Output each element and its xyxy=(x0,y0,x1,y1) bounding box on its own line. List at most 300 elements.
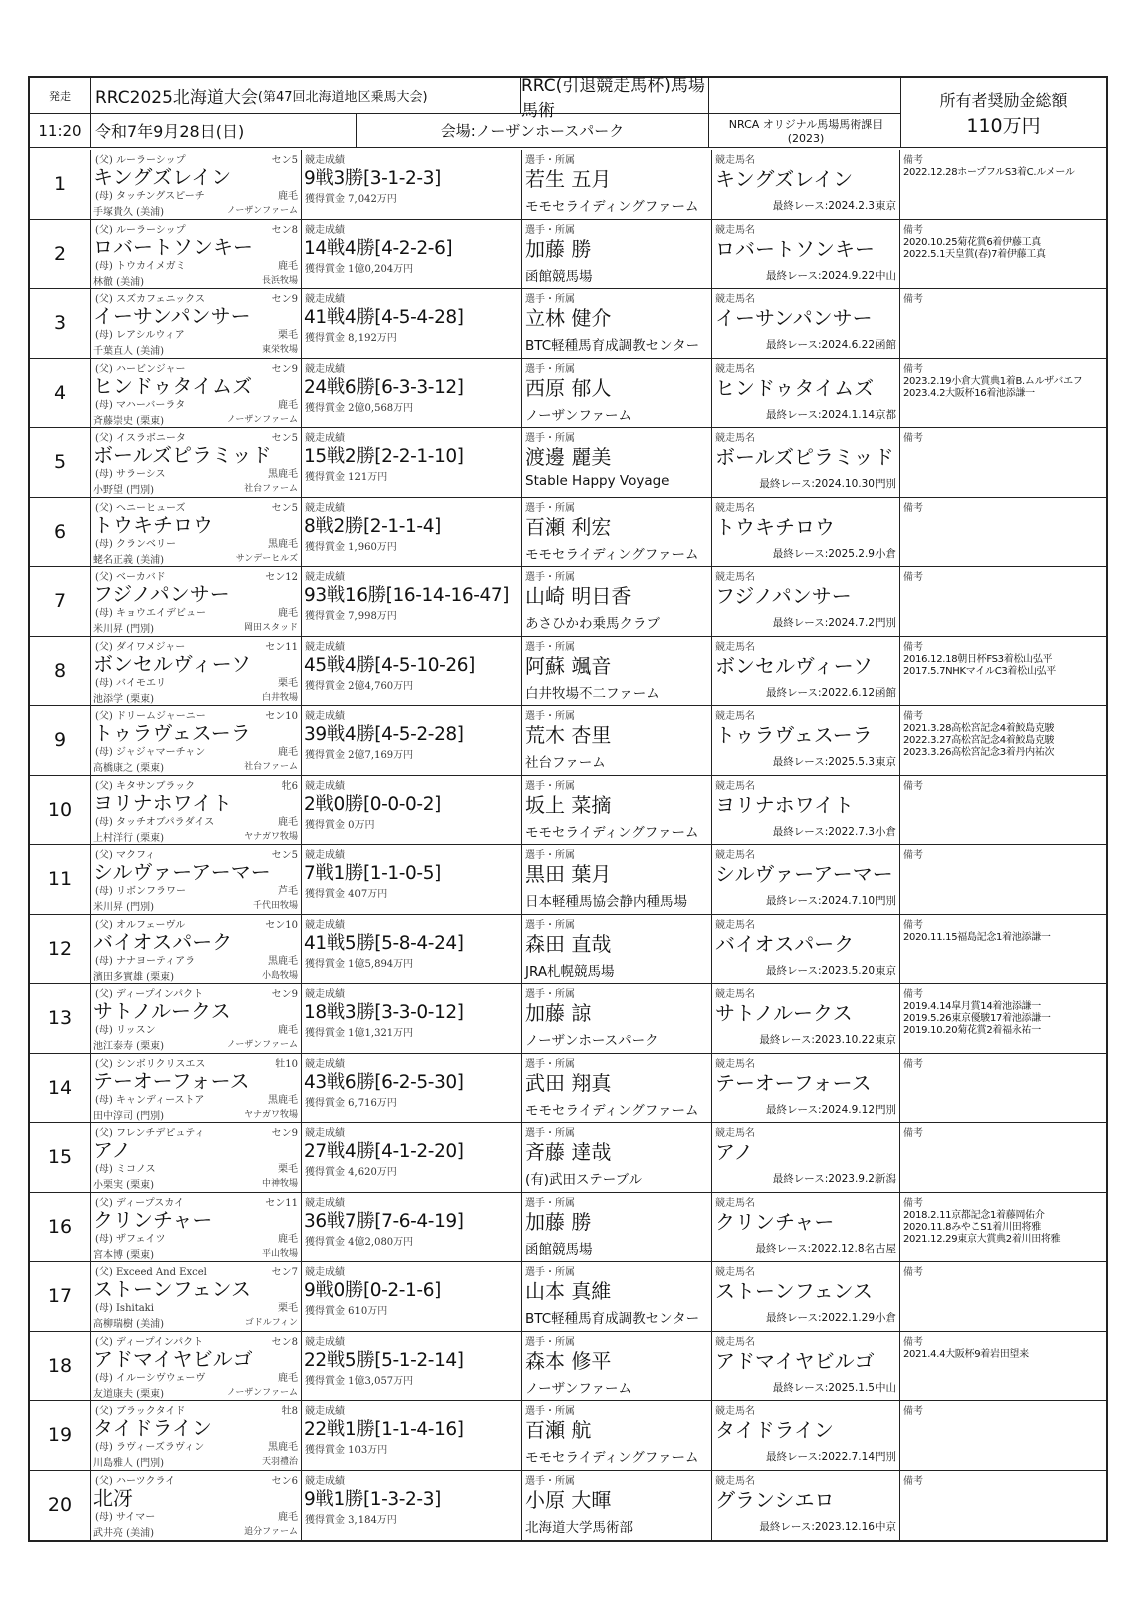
last-race: 最終レース:2022.1.29小倉 xyxy=(766,1312,896,1324)
remark-line: 2023.4.2大阪杯16着池添謙一 xyxy=(903,387,1035,399)
table-row xyxy=(30,776,1106,846)
coat-color: 黒鹿毛 xyxy=(268,955,298,967)
trainer: 小野望 (門別) xyxy=(93,485,154,496)
rider-cell xyxy=(522,428,712,497)
horse-name: ボンセルヴィーソ xyxy=(715,653,873,678)
earnings: 獲得賞金 7,042万円 xyxy=(305,194,397,205)
horse-cell xyxy=(712,1332,900,1401)
rider-cell xyxy=(522,1262,712,1331)
last-race: 最終レース:2025.2.9小倉 xyxy=(772,547,896,560)
table-row xyxy=(30,150,1106,220)
rider-name: 山本 真維 xyxy=(525,1279,612,1303)
trainer: 池添学 (栗東) xyxy=(93,693,154,705)
breeder: 岡田スタッド xyxy=(243,623,298,633)
breeder: 中神牧場 xyxy=(261,1179,298,1189)
trainer: 上村洋行 (栗東) xyxy=(93,832,164,844)
horse-name: トウキチロウ xyxy=(715,514,835,539)
rider-name: 加藤 勝 xyxy=(525,236,592,261)
horse-name: サトノルークス xyxy=(715,1001,853,1025)
coat-color: 鹿毛 xyxy=(278,608,298,619)
record-cell xyxy=(302,1262,522,1331)
remark-line: 2021.12.29東京大賞典2着川田将雅 xyxy=(903,1233,1061,1245)
entry-number-cell xyxy=(30,776,91,845)
prize-amount: 110万円 xyxy=(966,114,1041,137)
remark-line: 2021.3.28高松宮記念4着鮫島克駿 xyxy=(903,723,1055,734)
rider-label: 選手・所属 xyxy=(525,780,575,792)
entry-number: 13 xyxy=(47,1007,73,1030)
trainer: 小栗実 (栗東) xyxy=(93,1180,154,1191)
race-record: 9戦0勝[0-2-1-6] xyxy=(304,1280,441,1301)
record-label: 競走成績 xyxy=(305,572,345,583)
pedigree-cell xyxy=(91,1262,302,1331)
sire: (父) キタサンブラック xyxy=(95,780,196,792)
record-label: 競走成績 xyxy=(305,155,345,166)
record-label: 競走成績 xyxy=(305,1475,345,1487)
race-record: 41戦5勝[5-8-4-24] xyxy=(304,932,464,954)
coat-color: 栗毛 xyxy=(278,330,298,341)
start-time: 11:20 xyxy=(38,121,82,140)
horse-label: 競走馬名 xyxy=(715,294,755,305)
sire: (父) シンボリクリスエス xyxy=(95,1058,206,1070)
coat-color: 鹿毛 xyxy=(278,1233,298,1245)
remarks-label: 備考 xyxy=(903,155,923,166)
event-subtitle: (第47回北海道地区乗馬大会) xyxy=(257,90,428,105)
record-cell xyxy=(302,150,522,219)
earnings: 獲得賞金 1億3,057万円 xyxy=(305,1375,414,1387)
sex-age: セン5 xyxy=(271,433,298,444)
rider-club: 北海道大学馬術部 xyxy=(525,1519,633,1536)
breeder: ヤナガワ牧場 xyxy=(244,1109,298,1120)
entry-number-cell xyxy=(30,637,91,706)
race-record: 7戦1勝[1-1-0-5] xyxy=(304,863,441,884)
coat-color: 栗毛 xyxy=(278,677,298,689)
rider-name: 小原 大暉 xyxy=(525,1487,612,1512)
record-label: 競走成績 xyxy=(305,294,345,305)
earnings: 獲得賞金 1,960万円 xyxy=(305,541,397,553)
horse-cell xyxy=(712,220,900,289)
rider-cell xyxy=(522,776,712,845)
sire: (父) ルーラーシップ xyxy=(95,224,186,236)
earnings: 獲得賞金 121万円 xyxy=(305,472,388,483)
remarks-label: 備考 xyxy=(903,294,923,305)
horse-cell xyxy=(712,637,900,706)
rider-label: 選手・所属 xyxy=(525,224,575,236)
coat-color: 鹿毛 xyxy=(278,816,298,828)
record-cell xyxy=(302,359,522,428)
rider-label: 選手・所属 xyxy=(525,1267,575,1278)
pedigree-cell xyxy=(91,1332,302,1401)
competition-cell xyxy=(521,75,709,121)
record-label: 競走成績 xyxy=(305,1058,345,1070)
breeder: 東栄牧場 xyxy=(261,345,298,355)
dam: (母) タッチングスピーチ xyxy=(95,191,205,202)
table-row xyxy=(30,428,1106,498)
record-label: 競走成績 xyxy=(305,1197,345,1209)
entry-number: 4 xyxy=(53,381,67,404)
sex-age: セン9 xyxy=(271,294,298,305)
rider-name: 立林 健介 xyxy=(525,306,612,330)
entry-number-cell xyxy=(30,984,91,1053)
rider-club: (有)武田ステーブル xyxy=(525,1172,643,1188)
remark-line: 2019.5.26東京優駿17着池添謙一 xyxy=(903,1013,1051,1024)
table-row xyxy=(30,220,1106,290)
entry-number-cell xyxy=(30,1332,91,1401)
rider-label: 選手・所属 xyxy=(525,572,575,583)
horse-cell xyxy=(712,1471,900,1541)
horse-label: 競走馬名 xyxy=(715,224,755,236)
rider-label: 選手・所属 xyxy=(525,641,575,653)
trainer: 米川昇 (門別) xyxy=(93,902,154,913)
trainer: 川島雅人 (門別) xyxy=(93,1458,164,1469)
last-race: 最終レース:2024.6.22函館 xyxy=(766,339,896,351)
sire: (父) ダイワメジャー xyxy=(95,641,186,653)
dam: (母) クランベリー xyxy=(95,538,176,550)
breeder: 平山牧場 xyxy=(261,1248,298,1259)
rider-label: 選手・所属 xyxy=(525,155,575,166)
entry-number-cell xyxy=(30,1123,91,1192)
remarks-label: 備考 xyxy=(903,850,923,861)
registered-name: アノ xyxy=(93,1138,132,1162)
race-record: 9戦1勝[1-3-2-3] xyxy=(304,1488,441,1510)
sire: (父) ハービンジャー xyxy=(95,363,186,375)
sire: (父) フレンチデピュティ xyxy=(95,1128,205,1139)
earnings: 獲得賞金 4,620万円 xyxy=(305,1167,397,1178)
rider-club: 函館競馬場 xyxy=(525,1241,593,1258)
rider-label: 選手・所属 xyxy=(525,1336,575,1348)
remarks-label: 備考 xyxy=(903,1475,923,1487)
trainer: 武井亮 (美浦) xyxy=(93,1527,154,1539)
entry-number-cell xyxy=(30,1471,91,1541)
registered-name: ヒンドゥタイムズ xyxy=(93,373,253,398)
race-record: 41戦4勝[4-5-4-28] xyxy=(304,307,464,328)
earnings: 獲得賞金 6,716万円 xyxy=(305,1097,397,1109)
rider-name: 森本 修平 xyxy=(525,1348,612,1373)
rider-cell xyxy=(522,498,712,567)
table-row xyxy=(30,498,1106,568)
competition-title: RRC(引退競走馬杯)馬場馬術 xyxy=(521,75,705,121)
earnings: 獲得賞金 407万円 xyxy=(305,889,388,900)
rider-club: モモセライディングファーム xyxy=(525,546,699,563)
remark-line: 2023.3.26高松宮記念3着丹内祐次 xyxy=(903,747,1055,758)
rider-club: 日本軽種馬協会静内種馬場 xyxy=(525,894,687,910)
rider-name: 加藤 勝 xyxy=(525,1209,592,1234)
entry-number-cell xyxy=(30,1054,91,1123)
coat-color: 鹿毛 xyxy=(278,1511,298,1523)
race-record: 22戦1勝[1-1-4-16] xyxy=(304,1419,464,1440)
coat-color: 芦毛 xyxy=(278,886,298,897)
entry-number: 2 xyxy=(53,242,67,265)
entry-number-cell xyxy=(30,428,91,497)
rider-name: 百瀬 利宏 xyxy=(525,514,612,539)
remarks-cell xyxy=(900,428,1106,497)
rider-club: BTC軽種馬育成調教センター xyxy=(525,1311,700,1327)
remark-line: 2020.11.8みやこS1着川田将雅 xyxy=(903,1221,1041,1233)
breeder: ノーザンファーム xyxy=(226,206,298,216)
last-race: 最終レース:2023.5.20東京 xyxy=(766,964,896,977)
horse-label: 競走馬名 xyxy=(715,1267,755,1278)
entry-number: 9 xyxy=(53,729,67,752)
sex-age: 牡10 xyxy=(275,1058,298,1070)
horse-name: ロバートソンキー xyxy=(715,236,875,261)
table-row xyxy=(30,1262,1106,1332)
last-race: 最終レース:2025.1.5中山 xyxy=(772,1381,896,1394)
last-race: 最終レース:2023.10.22東京 xyxy=(759,1034,896,1046)
remark-line: 2023.2.19小倉大賞典1着B.ムルザバエフ xyxy=(903,375,1083,387)
last-race: 最終レース:2024.9.12門別 xyxy=(766,1103,896,1116)
dam: (母) ジャジャマーチャン xyxy=(95,747,206,758)
venue: 会場:ノーザンホースパーク xyxy=(440,122,625,140)
last-race: 最終レース:2022.7.14門別 xyxy=(766,1451,896,1463)
horse-name: ボールズピラミッド xyxy=(715,445,894,469)
earnings: 獲得賞金 0万円 xyxy=(305,819,375,831)
remarks-cell xyxy=(900,845,1106,914)
remarks-label: 備考 xyxy=(903,711,923,722)
rider-club: モモセライディングファーム xyxy=(525,199,699,215)
race-record: 24戦6勝[6-3-3-12] xyxy=(304,376,464,398)
pedigree-cell xyxy=(91,984,302,1053)
sex-age: セン5 xyxy=(271,155,298,166)
last-race: 最終レース:2022.6.12函館 xyxy=(766,686,896,699)
coat-color: 鹿毛 xyxy=(278,747,298,758)
remarks-cell xyxy=(900,984,1106,1053)
horse-cell xyxy=(712,289,900,358)
rider-label: 選手・所属 xyxy=(525,1197,575,1209)
rider-name: 加藤 諒 xyxy=(525,1001,592,1025)
horse-name: シルヴァーアーマー xyxy=(715,862,893,886)
trainer: 林徹 (美浦) xyxy=(93,276,144,288)
entry-number-cell xyxy=(30,1262,91,1331)
horse-name: ヨリナホワイト xyxy=(715,792,854,817)
remarks-cell xyxy=(900,776,1106,845)
horse-label: 競走馬名 xyxy=(715,572,755,583)
earnings: 獲得賞金 7,998万円 xyxy=(305,611,397,622)
breeder: ノーザンファーム xyxy=(226,1040,298,1050)
rider-label: 選手・所属 xyxy=(525,1058,575,1070)
rider-name: 坂上 菜摘 xyxy=(525,792,612,817)
sire: (父) ディープインパクト xyxy=(95,1336,204,1348)
dam: (母) リボンフラワー xyxy=(95,886,186,897)
entry-number-cell xyxy=(30,220,91,289)
breeder: 長浜牧場 xyxy=(261,275,298,286)
rider-name: 阿蘇 颯音 xyxy=(525,653,612,678)
rider-label: 選手・所属 xyxy=(525,433,575,444)
rider-name: 渡邊 麗美 xyxy=(525,445,612,469)
horse-label: 競走馬名 xyxy=(715,1475,755,1487)
race-record: 27戦4勝[4-1-2-20] xyxy=(304,1141,464,1162)
registered-name: ストーンフェンス xyxy=(93,1277,251,1301)
record-cell xyxy=(302,845,522,914)
registered-name: トウキチロウ xyxy=(93,512,213,537)
remarks-label: 備考 xyxy=(903,224,923,236)
last-race: 最終レース:2024.2.3東京 xyxy=(772,200,896,212)
horse-label: 競走馬名 xyxy=(715,989,755,1000)
registered-name: ボールズピラミッド xyxy=(93,443,272,467)
start-time-cell xyxy=(30,114,91,147)
last-race: 最終レース:2024.9.22中山 xyxy=(766,269,896,282)
pedigree-cell xyxy=(91,359,302,428)
entry-number: 6 xyxy=(53,520,67,543)
rider-cell xyxy=(522,1054,712,1123)
horse-name: バイオスパーク xyxy=(715,931,855,956)
entry-number-cell xyxy=(30,845,91,914)
horse-cell xyxy=(712,984,900,1053)
rider-cell xyxy=(522,220,712,289)
remarks-label: 備考 xyxy=(903,641,923,653)
sex-age: セン9 xyxy=(271,363,298,375)
remarks-cell xyxy=(900,637,1106,706)
sire: (父) ヘニーヒューズ xyxy=(95,502,186,514)
rider-club: 白井牧場不二ファーム xyxy=(525,685,660,702)
rider-club: JRA札幌競馬場 xyxy=(525,963,615,980)
coat-color: 栗毛 xyxy=(278,1164,298,1175)
rider-label: 選手・所属 xyxy=(525,989,575,1000)
pedigree-cell xyxy=(91,1401,302,1470)
earnings: 獲得賞金 4億2,080万円 xyxy=(305,1236,414,1248)
record-cell xyxy=(302,706,522,775)
breeder: ゴドルフィン xyxy=(244,1318,298,1328)
horse-cell xyxy=(712,428,900,497)
remarks-label: 備考 xyxy=(903,1267,923,1278)
breeder: 社台ファーム xyxy=(244,762,298,772)
rider-cell xyxy=(522,567,712,636)
race-record: 15戦2勝[2-2-1-10] xyxy=(304,446,464,467)
entry-number: 7 xyxy=(53,590,67,613)
sex-age: セン8 xyxy=(271,1336,298,1348)
dam: (母) イルーシヴウェーヴ xyxy=(95,1372,206,1384)
remarks-label: 備考 xyxy=(903,502,923,514)
sex-age: セン7 xyxy=(271,1267,298,1278)
breeder: サンデーヒルズ xyxy=(235,553,298,564)
horse-label: 競走馬名 xyxy=(715,1406,755,1417)
event-date: 令和7年9月28日(日) xyxy=(95,122,245,141)
horse-label: 競走馬名 xyxy=(715,711,755,722)
sire: (父) ベーカバド xyxy=(95,572,166,583)
trainer: 米川昇 (門別) xyxy=(93,624,154,635)
dam: (母) ナナヨーティアラ xyxy=(95,955,196,967)
event-title-cell xyxy=(91,78,521,113)
sire: (父) スズカフェニックス xyxy=(95,294,205,305)
rider-cell xyxy=(522,289,712,358)
coat-color: 鹿毛 xyxy=(278,1372,298,1384)
last-race: 最終レース:2024.7.10門別 xyxy=(766,895,896,907)
sex-age: セン9 xyxy=(271,989,298,1000)
earnings: 獲得賞金 1億0,204万円 xyxy=(305,263,414,275)
record-label: 競走成績 xyxy=(305,989,345,1000)
rider-cell xyxy=(522,1401,712,1470)
trainer: 高柳瑞樹 (美浦) xyxy=(93,1319,164,1330)
rider-club: モモセライディングファーム xyxy=(525,824,699,841)
rider-name: 百瀬 航 xyxy=(525,1418,592,1442)
earnings: 獲得賞金 610万円 xyxy=(305,1306,388,1317)
date-cell xyxy=(91,114,357,147)
dam: (母) ザフェイツ xyxy=(95,1233,166,1245)
pedigree-cell xyxy=(91,1123,302,1192)
horse-name: ヒンドゥタイムズ xyxy=(715,375,875,400)
rider-cell xyxy=(522,845,712,914)
table-row xyxy=(30,845,1106,915)
horse-cell xyxy=(712,1401,900,1470)
entry-table xyxy=(28,76,1108,1542)
registered-name: クリンチャー xyxy=(93,1207,213,1232)
registered-name: キングズレイン xyxy=(93,165,232,189)
pedigree-cell xyxy=(91,637,302,706)
pedigree-cell xyxy=(91,915,302,984)
horse-cell xyxy=(712,915,900,984)
breeder: 社台ファーム xyxy=(244,484,298,494)
coat-color: 栗毛 xyxy=(278,1303,298,1314)
rider-name: 武田 翔真 xyxy=(525,1070,612,1095)
table-row xyxy=(30,915,1106,985)
dam: (母) リッスン xyxy=(95,1025,156,1036)
entry-number: 8 xyxy=(53,659,67,682)
record-label: 競走成績 xyxy=(305,641,345,653)
nrca-line-1: NRCA オリジナル馬場馬術課目 xyxy=(728,118,884,131)
sire: (父) オルフェーヴル xyxy=(95,919,186,931)
sex-age: セン9 xyxy=(271,1128,298,1139)
registered-name: ロバートソンキー xyxy=(93,234,253,259)
horse-name: クリンチャー xyxy=(715,1209,835,1234)
race-record: 8戦2勝[2-1-1-4] xyxy=(304,515,441,537)
registered-name: トゥラヴェスーラ xyxy=(93,721,251,745)
earnings: 獲得賞金 1億1,321万円 xyxy=(305,1028,414,1039)
record-label: 競走成績 xyxy=(305,919,345,931)
dam: (母) トウカイメガミ xyxy=(95,260,186,272)
entry-number: 11 xyxy=(47,868,73,891)
sire: (父) ドリームジャーニー xyxy=(95,711,206,722)
entry-rows xyxy=(30,150,1106,1540)
horse-label: 競走馬名 xyxy=(715,1058,755,1070)
rider-cell xyxy=(522,1193,712,1262)
remarks-cell xyxy=(900,150,1106,219)
trainer: 田中淳司 (門別) xyxy=(93,1110,164,1122)
breeder: 追分ファーム xyxy=(244,1526,298,1537)
record-label: 競走成績 xyxy=(305,780,345,792)
pedigree-cell xyxy=(91,567,302,636)
sex-age: セン11 xyxy=(265,1197,298,1209)
coat-color: 黒鹿毛 xyxy=(268,1094,298,1106)
start-label: 発走 xyxy=(49,89,71,103)
record-label: 競走成績 xyxy=(305,1336,345,1348)
rider-cell xyxy=(522,1123,712,1192)
dam: (母) バイモエリ xyxy=(95,677,166,689)
race-record: 36戦7勝[7-6-4-19] xyxy=(304,1210,464,1232)
horse-label: 競走馬名 xyxy=(715,850,755,861)
coat-color: 鹿毛 xyxy=(278,399,298,411)
dam: (母) ミコノス xyxy=(95,1164,156,1175)
table-row xyxy=(30,567,1106,637)
registered-name: イーサンパンサー xyxy=(93,304,251,328)
remarks-cell xyxy=(900,706,1106,775)
registered-name: バイオスパーク xyxy=(93,929,233,954)
sex-age: セン5 xyxy=(271,502,298,514)
pedigree-cell xyxy=(91,220,302,289)
dam: (母) タッチオブパラダイス xyxy=(95,816,215,828)
remarks-cell xyxy=(900,498,1106,567)
rider-club: BTC軽種馬育成調教センター xyxy=(525,338,700,354)
sire: (父) Exceed And Excel xyxy=(95,1267,207,1278)
last-race: 最終レース:2022.12.8名古屋 xyxy=(755,1242,896,1255)
breeder: 天羽禮治 xyxy=(261,1457,298,1467)
breeder: ノーザンファーム xyxy=(226,414,298,425)
remarks-label: 備考 xyxy=(903,363,923,375)
table-row xyxy=(30,1193,1106,1263)
horse-cell xyxy=(712,776,900,845)
sire: (父) マクフィ xyxy=(95,850,156,861)
pedigree-cell xyxy=(91,1054,302,1123)
sire: (父) ルーラーシップ xyxy=(95,155,186,166)
remarks-cell xyxy=(900,1332,1106,1401)
spacer-cell xyxy=(709,78,904,113)
